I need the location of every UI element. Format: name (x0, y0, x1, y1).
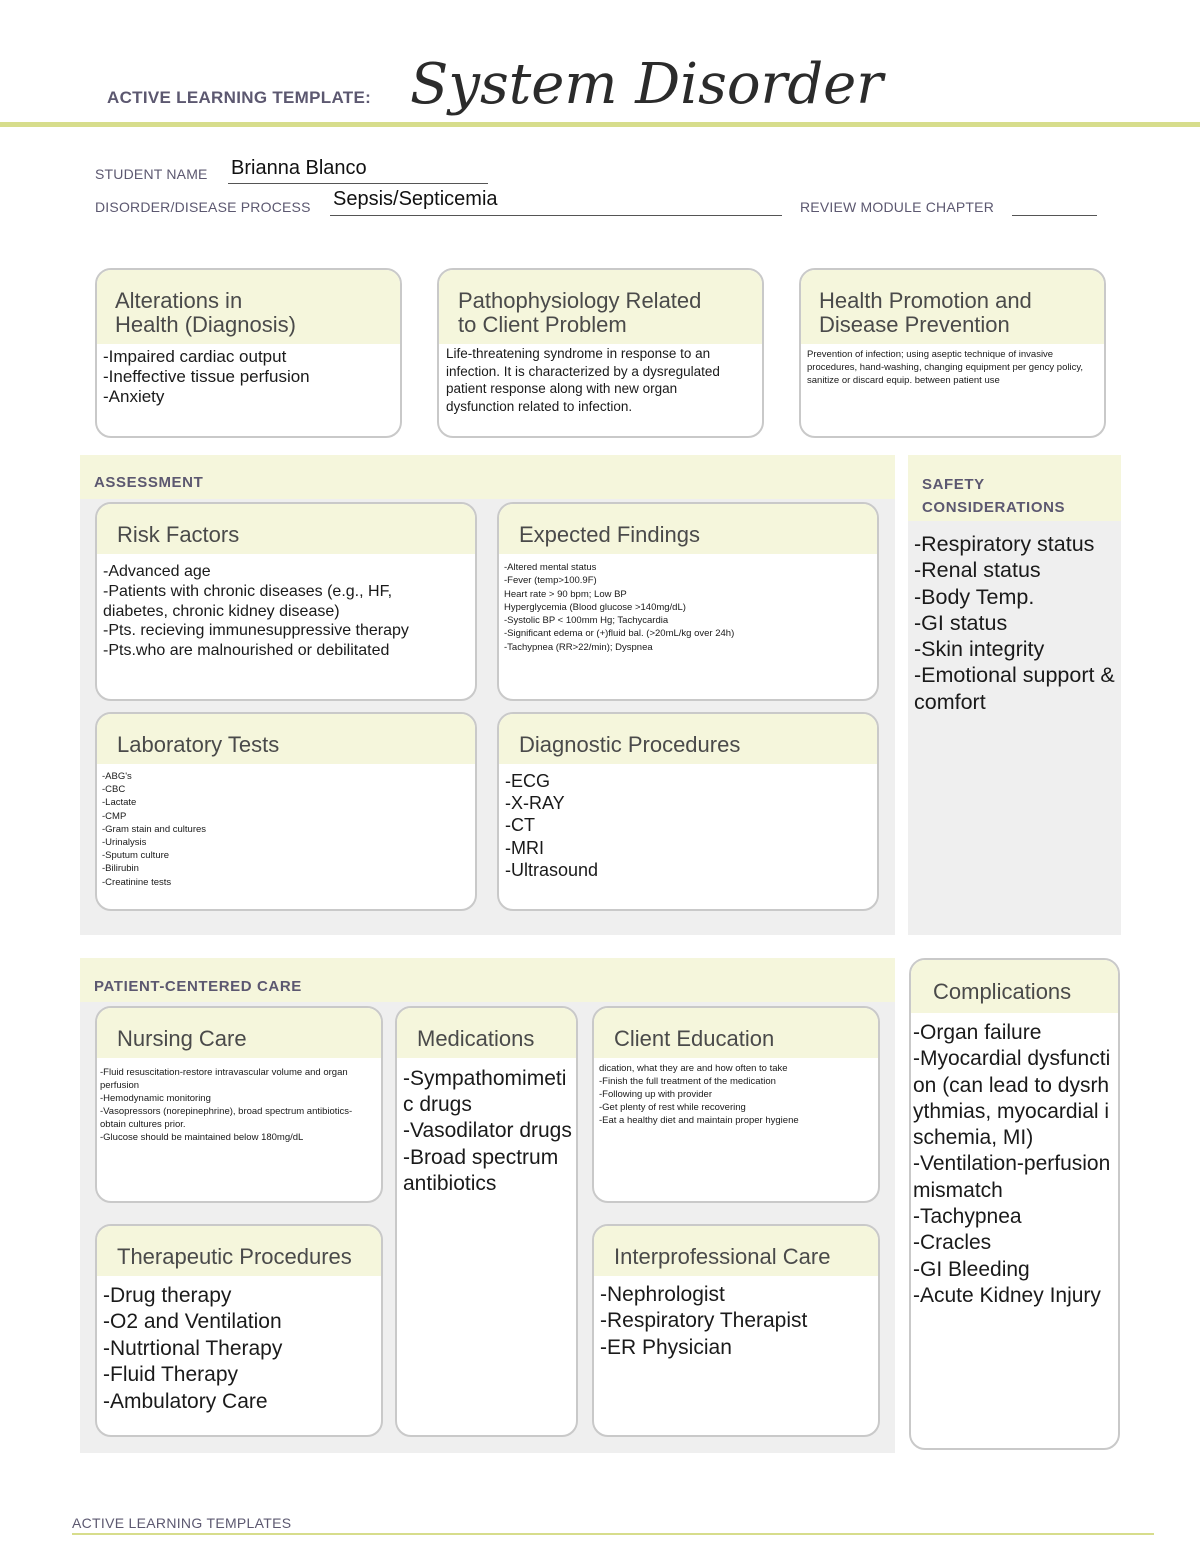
list-item: -Fluid resuscitation-restore intravascular volume and organ perfusion (100, 1067, 348, 1091)
list-item: -Eat a healthy diet and maintain proper hygiene (599, 1115, 799, 1126)
safety-title-1: SAFETY (922, 476, 985, 493)
risk-factors-list (97, 554, 475, 661)
list-item: -GI Bleeding (913, 1257, 1030, 1281)
list-item: -Finish the full treatment of the medication (599, 1076, 776, 1087)
list-item: -MRI (505, 837, 544, 858)
complications-list (911, 1013, 1118, 1309)
assessment-title: ASSESSMENT (94, 474, 204, 491)
list-item: -Creatinine tests (102, 876, 172, 888)
therapeutic-procedures-title: Therapeutic Procedures (97, 1226, 381, 1276)
expected-findings-box (497, 502, 879, 701)
risk-factors-box (95, 502, 477, 701)
footer-text: ACTIVE LEARNING TEMPLATES (72, 1515, 292, 1531)
list-item: -Vasopressors (norepinephrine), broad spectrum antibiotics-obtain cultures prior. (100, 1106, 353, 1130)
list-item: Heart rate > 90 bpm; Low BP (504, 588, 627, 600)
alterations-title-1: Alterations in (115, 288, 243, 313)
list-item: -Ambulatory Care (103, 1389, 268, 1413)
list-item: -Renal status (914, 558, 1041, 583)
nursing-care-box (95, 1006, 383, 1203)
list-item: -Emotional support & comfort (914, 663, 1115, 714)
expected-findings-title: Expected Findings (499, 504, 877, 554)
list-item: -Vasodilator drugs (403, 1119, 572, 1143)
list-item: -Fever (temp>100.9F) (504, 575, 597, 587)
footer-rule (72, 1533, 1154, 1535)
list-item: -ER Physician (600, 1335, 732, 1359)
pathophysiology-text: Life-threatening syndrome in response to an infection. It is characterized by a dysregulated patient response along with new organ dysfunction related to infection. (446, 346, 720, 414)
list-item: -Myocardial dysfunction (can lead to dysrhythmias, myocardial ischemia, MI) (913, 1047, 1111, 1150)
list-item: -Sputum culture (102, 850, 170, 862)
pathophysiology-title-2: to Client Problem (458, 312, 627, 337)
laboratory-tests-title: Laboratory Tests (97, 714, 475, 764)
list-item: -Hemodynamic monitoring (100, 1093, 211, 1104)
list-item: -Significant edema or (+)fluid bal. (>20mL/kg over 24h) (504, 628, 735, 640)
client-education-box (592, 1006, 880, 1203)
client-education-list (594, 1058, 878, 1127)
list-item: -CMP (102, 810, 127, 822)
therapeutic-procedures-list (97, 1276, 381, 1415)
list-item: -Skin integrity (914, 637, 1045, 662)
patient-centered-title: PATIENT-CENTERED CARE (94, 978, 302, 995)
list-item: -Drug therapy (103, 1284, 232, 1307)
list-item: -CBC (102, 784, 126, 796)
disorder-field[interactable]: Sepsis/Septicemia (333, 188, 498, 210)
list-item: -Broad spectrum antibiotics (403, 1145, 559, 1195)
list-item: -ECG (505, 771, 550, 791)
client-education-title: Client Education (594, 1008, 878, 1058)
list-item: -Altered mental status (504, 562, 597, 573)
list-item: -Following up with provider (599, 1089, 712, 1100)
disorder-underline (330, 215, 782, 216)
pathophysiology-title-1: Pathophysiology Related (458, 288, 702, 313)
complications-title: Complications (911, 960, 1118, 1013)
list-item: Hyperglycemia (Blood glucose >140mg/dL) (504, 601, 686, 613)
complications-box (909, 958, 1120, 1450)
diagnostic-procedures-title: Diagnostic Procedures (499, 714, 877, 764)
list-item: -Organ failure (913, 1021, 1042, 1044)
list-item: -Ventilation-perfusion mismatch (913, 1152, 1111, 1202)
interprofessional-care-list (594, 1276, 878, 1361)
list-item: -CT (505, 815, 535, 836)
list-item: -Gram stain and cultures (102, 823, 207, 835)
list-item: -Nephrologist (600, 1283, 725, 1306)
list-item: -Advanced age (103, 563, 211, 580)
list-item: -Systolic BP < 100mm Hg; Tachycardia (504, 615, 669, 627)
list-item: -Bilirubin (102, 863, 139, 875)
list-item: -Acute Kidney Injury (913, 1283, 1101, 1307)
list-item: -X-RAY (505, 793, 565, 814)
list-item: -Pts. recieving immunesuppressive therapy (103, 622, 409, 640)
list-item: -Tachypnea (RR>22/min); Dyspnea (504, 641, 653, 653)
student-name-underline (228, 183, 488, 184)
nursing-care-title: Nursing Care (97, 1008, 381, 1058)
list-item: -Glucose should be maintained below 180mg/dL (100, 1132, 304, 1143)
list-item: -Get plenty of rest while recovering (599, 1102, 746, 1113)
risk-factors-title: Risk Factors (97, 504, 475, 554)
list-item: -Sympathomimetic drugs (403, 1067, 567, 1117)
list-item: -Tachypnea (913, 1205, 1022, 1229)
list-item: -Cracles (913, 1231, 992, 1255)
interprofessional-care-title: Interprofessional Care (594, 1226, 878, 1276)
list-item: -Anxiety (103, 387, 165, 406)
list-item: -Pts.who are malnourished or debilitated (103, 642, 390, 660)
list-item: -Nutrtional Therapy (103, 1336, 283, 1360)
template-title: System Disorder (410, 52, 884, 117)
safety-title-2: CONSIDERATIONS (922, 499, 1066, 516)
list-item: -Body Temp. (914, 584, 1035, 609)
safety-list (914, 531, 1118, 715)
disorder-label: DISORDER/DISEASE PROCESS (95, 199, 311, 215)
medications-title: Medications (397, 1008, 576, 1058)
review-chapter-label: REVIEW MODULE CHAPTER (800, 199, 994, 215)
list-item: -GI status (914, 610, 1008, 635)
medications-box (395, 1006, 578, 1437)
pathophysiology-box (437, 268, 764, 438)
laboratory-tests-list (97, 764, 475, 889)
health-promotion-text: Prevention of infection; using aseptic technique of invasive procedures, hand-washing, changing equipment per gency policy, sanitize or discard equip. between patient use (807, 349, 1084, 386)
list-item: -Urinalysis (102, 837, 147, 849)
alterations-title-2: Health (Diagnosis) (115, 312, 296, 337)
health-promotion-title-2: Disease Prevention (819, 312, 1010, 337)
list-item: -Lactate (102, 797, 137, 809)
list-item: -Respiratory Therapist (600, 1309, 808, 1333)
nursing-care-list (97, 1058, 381, 1144)
review-chapter-field[interactable] (1012, 215, 1097, 216)
alterations-box (95, 268, 402, 438)
health-promotion-box (799, 268, 1106, 438)
expected-findings-list (499, 554, 877, 654)
alterations-list (97, 344, 400, 411)
safety-title (922, 473, 1065, 519)
template-label: ACTIVE LEARNING TEMPLATE: (107, 88, 372, 107)
list-item: -O2 and Ventilation (103, 1310, 282, 1334)
list-item: -Patients with chronic diseases (e.g., HF, diabetes, chronic kidney disease) (103, 582, 393, 620)
diagnostic-procedures-box (497, 712, 879, 911)
list-item: dication, what they are and how often to take (599, 1063, 788, 1074)
list-item: -Fluid Therapy (103, 1363, 239, 1387)
student-name-label: STUDENT NAME (95, 166, 208, 182)
list-item: -Respiratory status (914, 532, 1095, 556)
medications-list (397, 1058, 576, 1197)
therapeutic-procedures-box (95, 1224, 383, 1437)
list-item: -Ineffective tissue perfusion (103, 367, 310, 386)
student-name-field[interactable]: Brianna Blanco (231, 157, 367, 179)
list-item: -ABG's (102, 771, 132, 782)
list-item: -Ultrasound (505, 859, 599, 880)
laboratory-tests-box (95, 712, 477, 911)
diagnostic-procedures-list (499, 764, 877, 881)
interprofessional-care-box (592, 1224, 880, 1437)
header-rule (0, 122, 1200, 127)
health-promotion-title-1: Health Promotion and (819, 288, 1032, 313)
list-item: -Impaired cardiac output (103, 347, 287, 366)
